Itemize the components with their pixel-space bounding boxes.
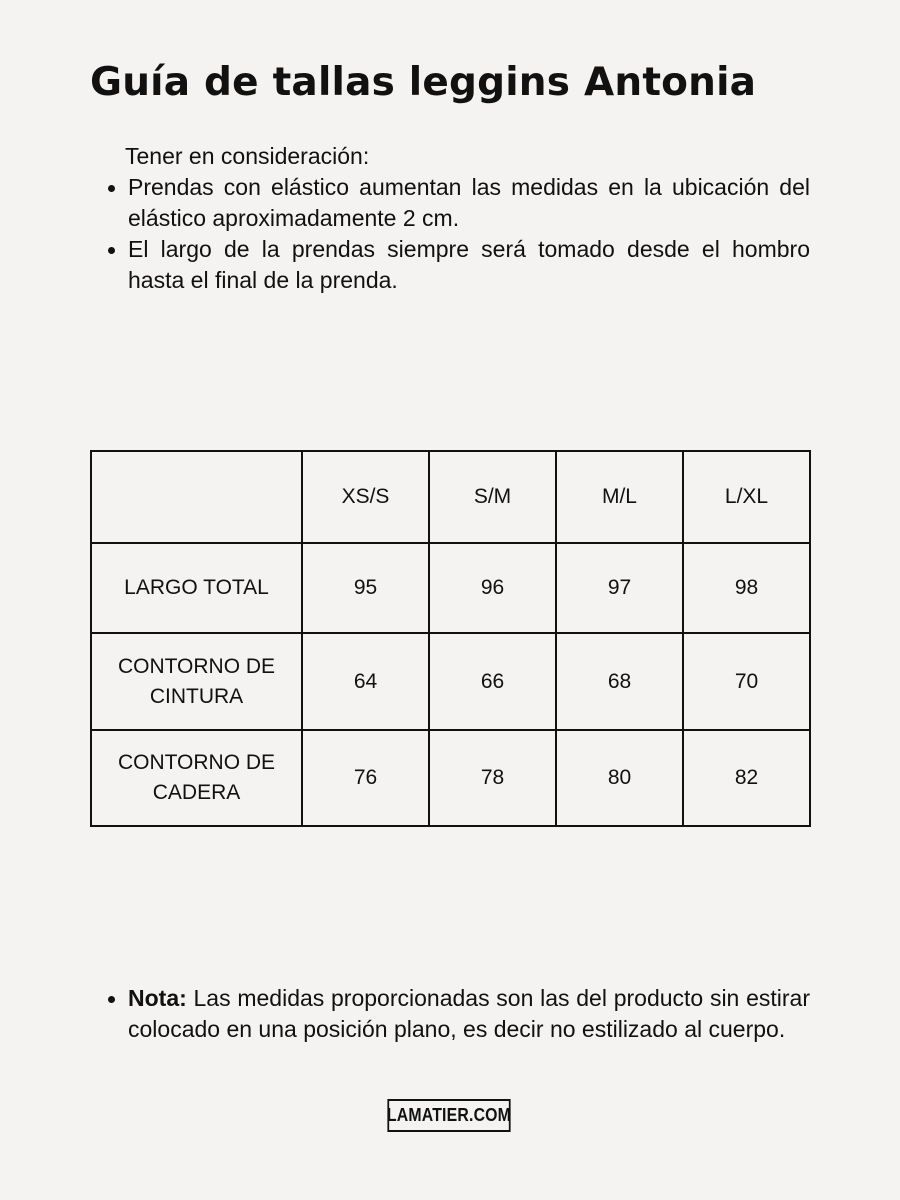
considerations-intro: Tener en consideración: [125,143,370,169]
page-title: Guía de tallas leggins Antonia [90,60,757,105]
table-cell: 95 [302,543,429,633]
table-header-row [91,451,810,543]
row-label-line: CONTORNO DE [117,751,276,774]
note-item [105,983,810,1045]
table-cell: 76 [302,730,429,826]
note-section [105,983,810,1045]
consideration-item: Prendas con elástico aumentan las medidas en la ubicación del elástico aproximadamente 2 cm. [105,172,810,234]
table-cell: 96 [429,543,556,633]
table-cell: 64 [302,633,429,730]
table-cell: 78 [429,730,556,826]
table-row [91,633,810,730]
row-label-line: CADERA [152,781,241,804]
table-cell: 80 [556,730,683,826]
table-cell: 98 [683,543,810,633]
row-label [91,730,302,826]
table-header-cell: S/M [429,451,556,543]
table-row [91,730,810,826]
consideration-item: El largo de la prendas siempre será tomado desde el hombro hasta el final de la prenda. [105,234,810,296]
table-header-cell: XS/S [302,451,429,543]
note-text: Las medidas proporcionadas son las del producto sin estirar colocado en una posición plano, es decir no estilizado al cuerpo. [128,985,810,1042]
table-cell: 66 [429,633,556,730]
table-cell: 70 [683,633,810,730]
row-label [91,543,302,633]
size-table [90,450,811,827]
table-cell: 97 [556,543,683,633]
table-row [91,543,810,633]
table-header-cell: L/XL [683,451,810,543]
row-label [91,633,302,730]
row-label-line: CONTORNO DE [117,654,276,678]
considerations-list [105,172,810,296]
table-header-cell: M/L [556,451,683,543]
row-label-line: CINTURA [149,684,244,708]
brand-badge: LAMATIER.COM [387,1099,510,1132]
row-label-text: LARGO TOTAL [124,576,269,599]
note-list [105,983,810,1045]
note-label: Nota: [128,985,187,1011]
table-cell: 68 [556,633,683,730]
table-cell: 82 [683,730,810,826]
table-header-cell-empty [91,451,302,543]
considerations-section [105,141,810,296]
